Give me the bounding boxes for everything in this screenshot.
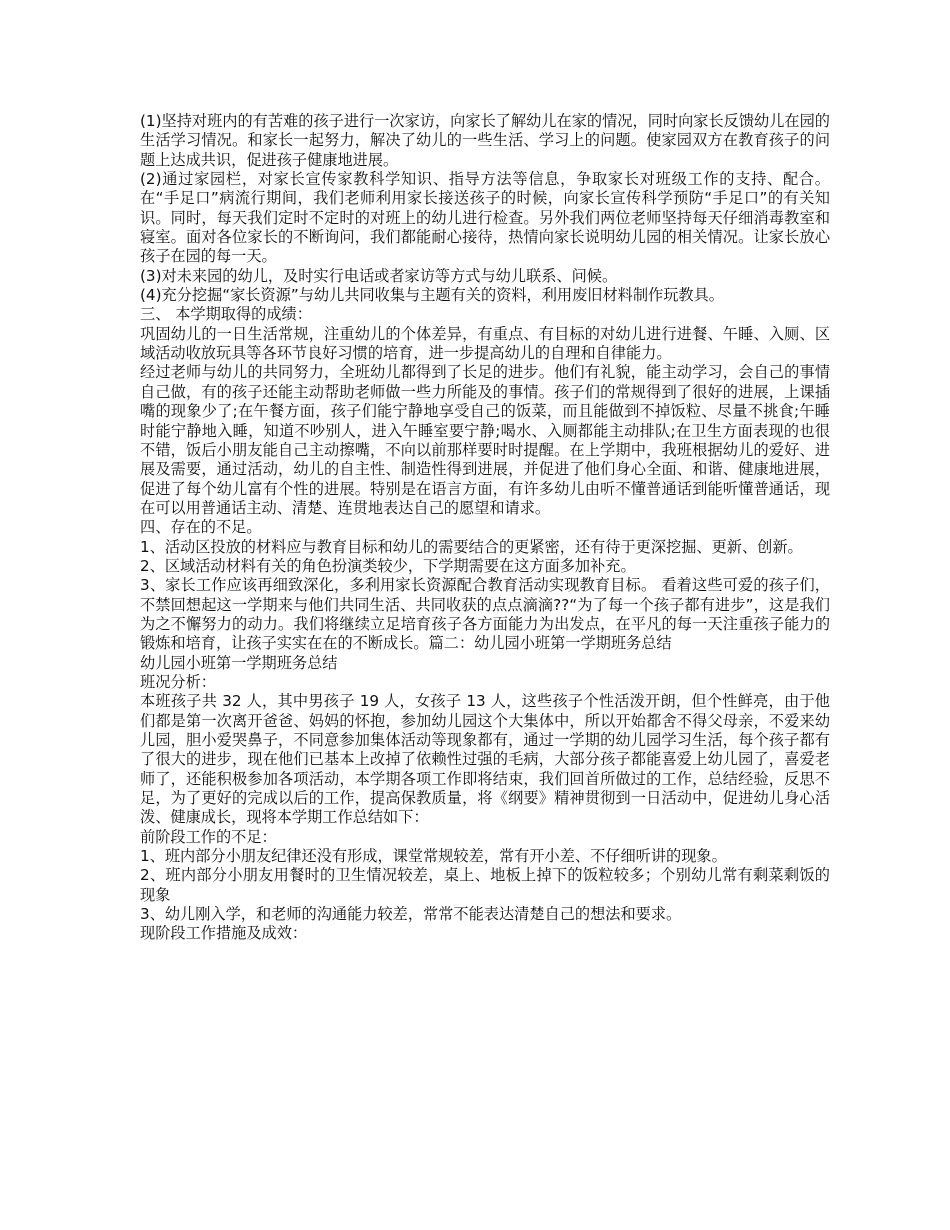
paragraph-shortcoming-1: 1、活动区投放的材料应与教育目标和幼儿的需要结合的更紧密，还有待于更深挖掘、更新、创新。 [140,537,803,556]
paragraph-home-board: (2)通过家园栏，对家长宣传家教科学知识、指导方法等信息，争取家长对班级工作的支持、配合。在“手足口”病流行期间，我们老师利用家长接送孩子的时候，向家长宣传科学预防“手足口”的有关知识。同时，每天我们定时不定时的对班上的幼儿进行检查。另外我们两位老师坚持每天仔细消毒教室和寝室。面对各位家长的不断询问，我们都能耐心接待，热情向家长说明幼儿园的相关情况。让家长放心孩子在园的每一天。 [140,170,830,266]
paragraph-parent-resources: (4)充分挖掘“家长资源”与幼儿共同收集与主题有关的资料，利用废旧材料制作玩教具。 [140,286,724,305]
document-body [140,112,830,944]
paragraph-previous-shortcoming-1: 1、班内部分小朋友纪律还没有形成，课堂常规较差，常有开小差、不仔细听讲的现象。 [140,847,727,866]
paragraph-progress: 经过老师与幼儿的共同努力，全班幼儿都得到了长足的进步。他们有礼貌，能主动学习，会自己的事情自己做，有的孩子还能主动帮助老师做一些力所能及的事情。孩子们的常规得到了很好的进展，上课插嘴的现象少了;在午餐方面，孩子们能宁静地享受自己的饭菜，而且能做到不掉饭粒、尽量不挑食;午睡时能宁静地入睡，知道不吵别人，进入午睡室要宁静;喝水、入厕都能主动排队;在卫生方面表现的也很不错，饭后小朋友能自己主动擦嘴，不向以前那样要时时提醒。在上学期中，我班根据幼儿的爱好、进展及需要，通过活动，幼儿的自主性、制造性得到进展，并促进了他们身心全面、和谐、健康地进展，促进了每个幼儿富有个性的进展。特别是在语言方面，有许多幼儿由听不懂普通话到能听懂普通话，现在可以用普通话主动、清楚、连贯地表达自己的愿望和请求。 [140,363,830,517]
paragraph-previous-shortcoming-2: 2、班内部分小朋友用餐时的卫生情况较差，桌上、地板上掉下的饭粒较多；个别幼儿常有剩菜剩饭的现象 [140,866,830,904]
section-heading-shortcomings: 四、存在的不足。 [140,518,262,537]
section-heading-achievements: 三、 本学期取得的成绩： [140,305,312,324]
document-subtitle: 幼儿园小班第一学期班务总结 [140,653,338,672]
paragraph-shortcoming-3: 3、家长工作应该再细致深化，多利用家长资源配合教育活动实现教育目标。 看着这些可爱的孩子们，不禁回想起这一学期来与他们共同生活、共同收获的点点滴滴??“为了每一个孩子都有进步”，这是我们为之不懈努力的动力。我们将继续立足培育孩子各方面能力为出发点，在平凡的每一天注重孩子能力的锻炼和培育，让孩子实实在在的不断成长。篇二：幼儿园小班第一学期班务总结 [140,576,830,653]
section-heading-class-analysis: 班况分析： [140,672,216,691]
paragraph-shortcoming-2: 2、区域活动材料有关的角色扮演类较少，下学期需要在这方面多加补充。 [140,556,636,575]
section-heading-current-measures: 现阶段工作措施及成效： [140,924,308,943]
paragraph-class-analysis: 本班孩子共 32 人，其中男孩子 19 人，女孩子 13 人，这些孩子个性活泼开朗，但个性鲜亮，由于他们都是第一次离开爸爸、妈妈的怀抱，参加幼儿园这个大集体中，所以开始都舍不得父母亲，不爱来幼儿园，胆小爱哭鼻子，不同意参加集体活动等现象都有，通过一学期的幼儿园学习生活，每个孩子都有了很大的进步，现在他们已基本上改掉了依赖性过强的毛病，大部分孩子都能喜爱上幼儿园了，喜爱老师了，还能积极参加各项活动，本学期各项工作即将结束，我们回首所做过的工作，总结经验，反思不足，为了更好的完成以后的工作，提高保教质量，将《纲要》精神贯彻到一日活动中，促进幼儿身心活泼、健康成长，现将本学期工作总结如下： [140,692,830,827]
paragraph-daily-routine: 巩固幼儿的一日生活常规，注重幼儿的个体差异，有重点、有目标的对幼儿进行进餐、午睡、入厕、区域活动收放玩具等各环节良好习惯的培育，进一步提高幼儿的自理和自律能力。 [140,324,830,363]
paragraph-home-visit: (1)坚持对班内的有苦难的孩子进行一次家访，向家长了解幼儿在家的情况，同时向家长反馈幼儿在园的生活学习情况。和家长一起努力，解决了幼儿的一些生活、学习上的问题。使家园双方在教育孩子的问题上达成共识，促进孩子健康地进展。 [140,112,830,169]
paragraph-previous-shortcoming-3: 3、幼儿刚入学，和老师的沟通能力较差，常常不能表达清楚自己的想法和要求。 [140,905,682,924]
paragraph-absent-contact: (3)对未来园的幼儿，及时实行电话或者家访等方式与幼儿联系、问候。 [140,266,618,285]
section-heading-previous-shortcomings: 前阶段工作的不足： [140,827,277,846]
